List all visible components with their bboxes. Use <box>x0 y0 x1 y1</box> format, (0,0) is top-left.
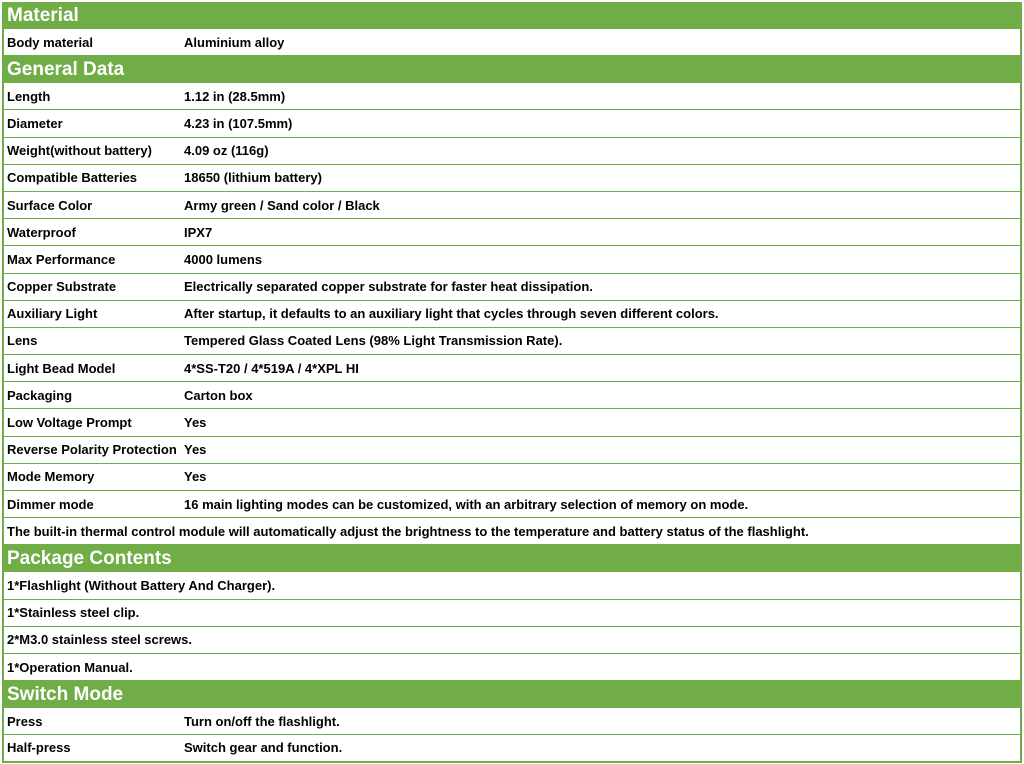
row-text: 1*Flashlight (Without Battery And Charger). <box>7 577 276 593</box>
row-label: Body material <box>7 34 93 50</box>
table-row <box>4 382 1020 409</box>
row-label: Lens <box>7 333 38 349</box>
table-row <box>4 355 1020 382</box>
row-label: Reverse Polarity Protection <box>7 442 177 458</box>
row-value: Electrically separated copper substrate for faster heat dissipation. <box>184 279 593 295</box>
row-value: 18650 (lithium battery) <box>184 170 322 186</box>
table-row <box>4 600 1020 627</box>
row-label: Half-press <box>7 740 71 756</box>
section-header-material: Material <box>4 2 1020 29</box>
row-label: Max Performance <box>7 251 116 267</box>
section-header-switch-mode: Switch Mode <box>4 681 1020 708</box>
table-row <box>4 138 1020 165</box>
row-label: Diameter <box>7 115 63 131</box>
table-row <box>4 192 1020 219</box>
table-row <box>4 29 1020 56</box>
row-value: Army green / Sand color / Black <box>184 197 380 213</box>
table-row <box>4 464 1020 491</box>
row-value: Switch gear and function. <box>184 740 343 756</box>
row-label: Surface Color <box>7 197 93 213</box>
row-value: After startup, it defaults to an auxiliary light that cycles through seven different colors. <box>184 306 719 322</box>
table-row <box>4 437 1020 464</box>
row-label: Waterproof <box>7 224 76 240</box>
table-row <box>4 219 1020 246</box>
row-label: Dimmer mode <box>7 496 94 512</box>
table-row <box>4 708 1020 735</box>
row-text: 1*Operation Manual. <box>7 659 133 675</box>
row-label: Auxiliary Light <box>7 306 98 322</box>
table-row <box>4 328 1020 355</box>
table-row <box>4 165 1020 192</box>
row-value: Turn on/off the flashlight. <box>184 713 340 729</box>
row-value: Aluminium alloy <box>184 34 285 50</box>
row-text: 2*M3.0 stainless steel screws. <box>7 632 193 648</box>
row-label: Copper Substrate <box>7 279 117 295</box>
spec-sheet <box>2 2 1022 763</box>
row-value: Yes <box>184 469 207 485</box>
row-value: 16 main lighting modes can be customized, with an arbitrary selection of memory on mode. <box>184 496 749 512</box>
row-text: 1*Stainless steel clip. <box>7 605 140 621</box>
table-row <box>4 735 1020 762</box>
table-row <box>4 572 1020 599</box>
row-value: 4*SS-T20 / 4*519A / 4*XPL HI <box>184 360 359 376</box>
row-value: IPX7 <box>184 224 213 240</box>
row-label: Weight(without battery) <box>7 143 152 159</box>
table-row <box>4 627 1020 654</box>
table-row <box>4 274 1020 301</box>
row-value: Tempered Glass Coated Lens (98% Light Transmission Rate). <box>184 333 563 349</box>
table-row <box>4 409 1020 436</box>
row-label: Packaging <box>7 387 73 403</box>
row-value: Yes <box>184 442 207 458</box>
row-value: 4.23 in (107.5mm) <box>184 115 293 131</box>
table-row <box>4 301 1020 328</box>
row-label: Press <box>7 713 43 729</box>
row-label: Length <box>7 88 51 104</box>
row-value: 4000 lumens <box>184 251 263 267</box>
row-label: Mode Memory <box>7 469 95 485</box>
table-row <box>4 110 1020 137</box>
row-label: Low Voltage Prompt <box>7 415 132 431</box>
row-value: 4.09 oz (116g) <box>184 143 269 159</box>
table-row <box>4 491 1020 518</box>
section-header-package-contents: Package Contents <box>4 545 1020 572</box>
table-row <box>4 518 1020 545</box>
row-value: Carton box <box>184 387 253 403</box>
table-row <box>4 83 1020 110</box>
row-text: The built-in thermal control module will automatically adjust the brightness to the temperature and battery status of the flashlight. <box>7 523 809 539</box>
section-header-general-data: General Data <box>4 56 1020 83</box>
table-row <box>4 654 1020 681</box>
row-label: Light Bead Model <box>7 360 116 376</box>
row-value: Yes <box>184 415 207 431</box>
table-row <box>4 246 1020 273</box>
row-label: Compatible Batteries <box>7 170 138 186</box>
row-value: 1.12 in (28.5mm) <box>184 88 286 104</box>
